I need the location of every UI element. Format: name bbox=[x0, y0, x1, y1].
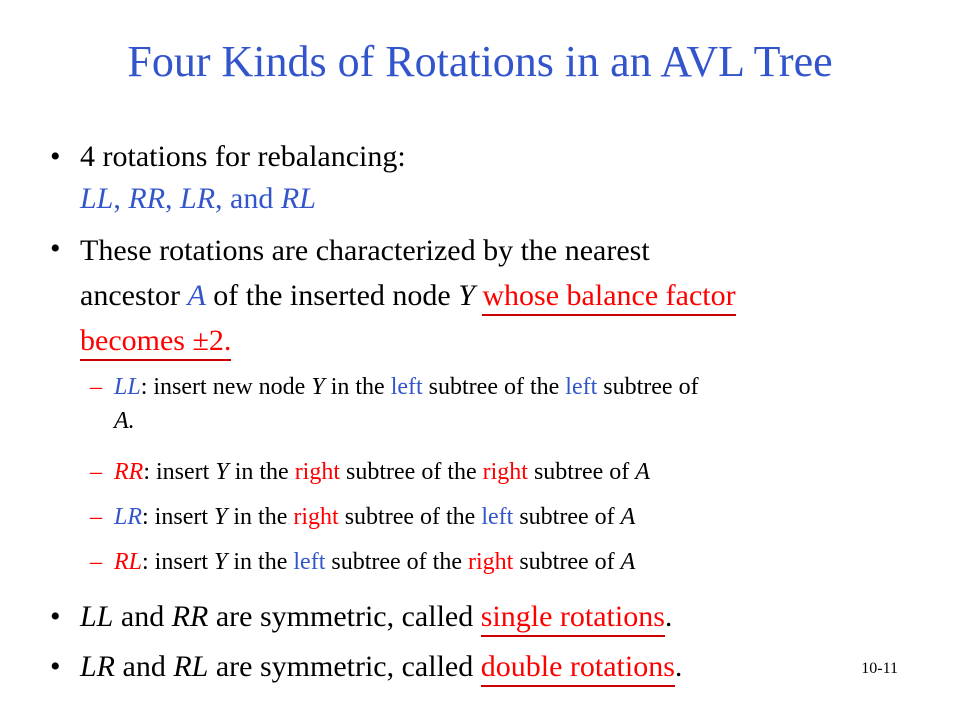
bullet-text bbox=[80, 596, 672, 638]
text: subtree of bbox=[597, 374, 699, 400]
word-right: right bbox=[467, 549, 514, 575]
text: in the bbox=[227, 549, 294, 575]
var-a: A. bbox=[114, 408, 135, 434]
text: in the bbox=[324, 374, 391, 400]
bullet-marker: • bbox=[50, 600, 61, 633]
highlight-double: double rotations bbox=[481, 650, 675, 687]
highlight-single: single rotations bbox=[481, 600, 665, 637]
bullet-text bbox=[80, 228, 736, 363]
bullet-text bbox=[80, 136, 406, 220]
var-y: Y bbox=[458, 279, 475, 312]
sep: , and bbox=[215, 182, 281, 215]
text: : insert new node bbox=[140, 374, 312, 400]
text: are symmetric, called bbox=[208, 600, 481, 633]
word-left: left bbox=[293, 549, 326, 575]
page-number: 10-11 bbox=[861, 660, 898, 677]
dash-marker: – bbox=[90, 374, 102, 400]
text: subtree of bbox=[527, 459, 636, 485]
text: : insert bbox=[143, 459, 216, 485]
word-left: left bbox=[390, 374, 423, 400]
bullet-marker: • bbox=[50, 232, 61, 265]
text: . bbox=[664, 600, 673, 633]
text: in the bbox=[228, 459, 295, 485]
rotation-lr: LR bbox=[80, 650, 116, 683]
slide-title: Four Kinds of Rotations in an AVL Tree bbox=[127, 37, 833, 86]
text: subtree of bbox=[513, 504, 621, 530]
dash-marker: – bbox=[90, 549, 102, 575]
text: : insert bbox=[142, 549, 215, 575]
word-right: right bbox=[293, 504, 339, 530]
var-a: A bbox=[620, 549, 636, 575]
sub-text bbox=[114, 500, 635, 534]
sep: , bbox=[113, 182, 129, 215]
line-text: ancestor bbox=[80, 279, 188, 312]
text: subtree of the bbox=[422, 374, 566, 400]
rotation-ll: LL bbox=[80, 182, 114, 215]
line-text: These rotations are characterized by the nearest bbox=[80, 234, 650, 267]
rotation-ll: LL bbox=[80, 600, 114, 633]
word-left: left bbox=[481, 504, 514, 530]
rotation-rr: RR bbox=[171, 600, 209, 633]
bullet-marker: • bbox=[50, 140, 61, 173]
text: subtree of the bbox=[340, 459, 483, 485]
text: : insert bbox=[142, 504, 215, 530]
sub-text bbox=[114, 455, 650, 489]
bullet-text bbox=[80, 646, 682, 688]
text: . bbox=[674, 650, 683, 683]
word-right: right bbox=[482, 459, 528, 485]
highlight-becomes: becomes ±2. bbox=[80, 324, 231, 361]
var-y: Y bbox=[215, 459, 229, 485]
line-text: 4 rotations for rebalancing: bbox=[80, 140, 406, 173]
word-right: right bbox=[294, 459, 341, 485]
var-y: Y bbox=[214, 504, 228, 530]
label: RL bbox=[114, 549, 143, 575]
rotation-rl: RL bbox=[280, 182, 316, 215]
text: subtree of the bbox=[325, 549, 468, 575]
text: are symmetric, called bbox=[208, 650, 481, 683]
text: and bbox=[113, 600, 172, 633]
var-y: Y bbox=[214, 549, 228, 575]
rotation-rr: RR bbox=[128, 182, 166, 215]
sep: , bbox=[165, 182, 181, 215]
rotation-rl: RL bbox=[173, 650, 209, 683]
var-y: Y bbox=[311, 374, 325, 400]
text: subtree of bbox=[513, 549, 621, 575]
label: RR bbox=[114, 459, 144, 485]
label: LR bbox=[114, 504, 143, 530]
text: subtree of the bbox=[338, 504, 482, 530]
var-a: A bbox=[187, 279, 206, 312]
var-a: A bbox=[635, 459, 650, 485]
sub-text bbox=[114, 545, 635, 579]
highlight-balance: whose balance factor bbox=[482, 279, 735, 316]
text: in the bbox=[227, 504, 294, 530]
label: LL bbox=[114, 374, 141, 400]
word-left: left bbox=[565, 374, 598, 400]
rotation-lr: LR bbox=[180, 182, 216, 215]
bullet-marker: • bbox=[50, 650, 61, 683]
text: and bbox=[115, 650, 174, 683]
var-a: A bbox=[620, 504, 636, 530]
dash-marker: – bbox=[90, 504, 102, 530]
sub-text bbox=[114, 370, 699, 438]
dash-marker: – bbox=[90, 459, 102, 485]
line-text: of the inserted node bbox=[205, 279, 459, 312]
